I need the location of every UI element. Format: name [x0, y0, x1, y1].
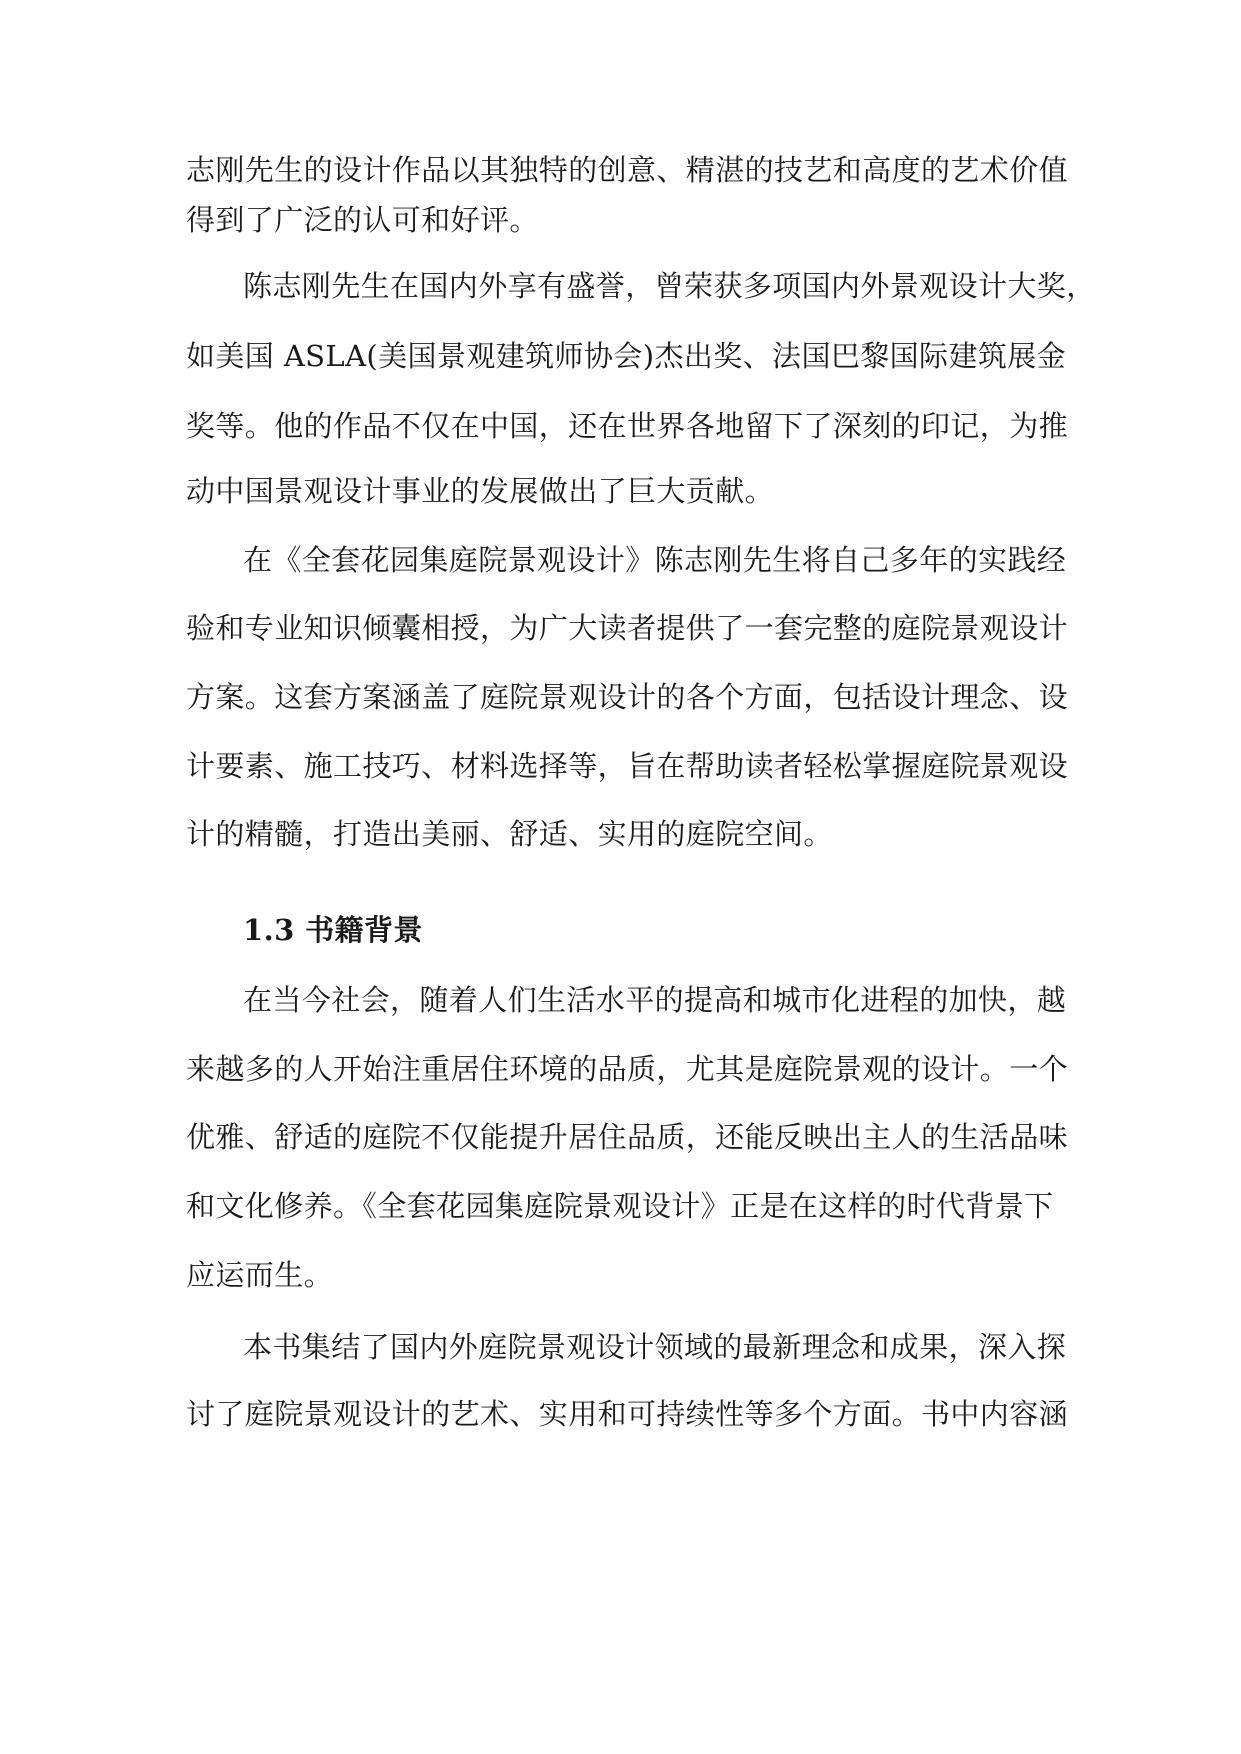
- paragraph-line: 计要素、施工技巧、材料选择等，旨在帮助读者轻松掌握庭院景观设: [186, 749, 1069, 783]
- paragraph-line: 陈志刚先生在国内外享有盛誉，曾荣获多项国内外景观设计大奖，: [243, 269, 1096, 303]
- paragraph-line: 动中国景观设计事业的发展做出了巨大贡献。: [186, 474, 775, 508]
- paragraph-line: 志刚先生的设计作品以其独特的创意、精湛的技艺和高度的艺术价值: [186, 153, 1069, 187]
- paragraph-line: 在当今社会，随着人们生活水平的提高和城市化进程的加快，越: [243, 983, 1067, 1017]
- paragraph-line: 来越多的人开始注重居住环境的品质，尤其是庭院景观的设计。一个: [186, 1052, 1069, 1086]
- paragraph-line: 讨了庭院景观设计的艺术、实用和可持续性等多个方面。书中内容涵: [186, 1397, 1069, 1431]
- paragraph-line: 验和专业知识倾囊相授，为广大读者提供了一套完整的庭院景观设计: [186, 611, 1069, 645]
- paragraph-line: 和文化修养。《全套花园集庭院景观设计》正是在这样的时代背景下: [186, 1189, 1054, 1223]
- paragraph-line: 方案。这套方案涵盖了庭院景观设计的各个方面，包括设计理念、设: [186, 680, 1069, 714]
- section-heading: 1.3 书籍背景: [243, 913, 423, 947]
- paragraph-line: 优雅、舒适的庭院不仅能提升居住品质，还能反映出主人的生活品味: [186, 1120, 1069, 1154]
- paragraph-line: 应运而生。: [186, 1258, 334, 1292]
- paragraph-line: 得到了广泛的认可和好评。: [186, 203, 539, 237]
- paragraph-line: 奖等。他的作品不仅在中国，还在世界各地留下了深刻的印记，为推: [186, 409, 1069, 443]
- paragraph-line: 本书集结了国内外庭院景观设计领域的最新理念和成果，深入探: [243, 1330, 1067, 1364]
- paragraph-line: 计的精髓，打造出美丽、舒适、实用的庭院空间。: [186, 817, 833, 851]
- paragraph-line: 如美国 ASLA(美国景观建筑师协会)杰出奖、法国巴黎国际建筑展金: [186, 339, 1067, 373]
- paragraph-line: 在《全套花园集庭院景观设计》陈志刚先生将自己多年的实践经: [243, 543, 1067, 577]
